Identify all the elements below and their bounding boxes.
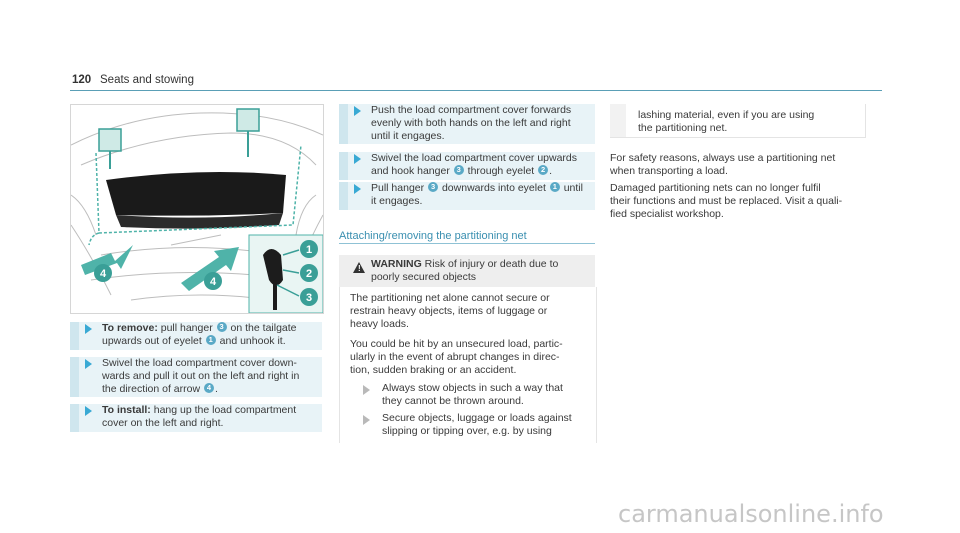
warning-label: WARNING (371, 258, 422, 270)
step-bar (70, 322, 79, 350)
text-line: For safety reasons, always use a partitioning net (610, 152, 836, 164)
step-text: the direction of arrow (102, 383, 203, 395)
step-lead: To install: (102, 404, 151, 416)
step-arrow-icon (354, 154, 361, 164)
step-bar (339, 152, 348, 180)
step-lead: To remove: (102, 322, 158, 334)
step-arrow-icon (85, 324, 92, 334)
warning-body (339, 287, 597, 443)
warning-line: Secure objects, luggage or loads against (382, 412, 572, 424)
watermark: carmanualsonline.info (618, 500, 884, 528)
callout-4-left: 4 (99, 268, 107, 280)
step-text: Swivel the load compartment cover down- (102, 357, 297, 369)
warning-continuation-bar (610, 104, 626, 137)
step-text: until (560, 182, 583, 194)
step-text: cover on the left and right. (102, 417, 224, 429)
step-text: and hook hanger (371, 165, 453, 177)
warning-line: tion, sudden braking or an accident. (350, 364, 517, 376)
trunk-drawing (71, 105, 323, 313)
badge-4: 4 (204, 383, 214, 393)
warning-icon: ! (353, 262, 365, 273)
text-line: the partitioning net. (638, 122, 728, 134)
callout-2: 2 (305, 268, 313, 280)
step-text: evenly with both hands on the left and right (371, 117, 571, 129)
warning-paragraph (350, 338, 563, 377)
step-text: and unhook it. (216, 335, 286, 347)
step-text: . (549, 165, 553, 177)
step-text: pull hanger (157, 322, 216, 334)
page-title: Seats and stowing (100, 74, 194, 86)
warning-line: The partitioning net alone cannot secure or (350, 292, 550, 304)
text-line: Damaged partitioning nets can no longer fulfil (610, 182, 821, 194)
trunk-illustration (70, 104, 324, 314)
step-pull-hanger (339, 182, 595, 210)
step-arrow-icon (85, 406, 92, 416)
badge-3: 3 (428, 182, 438, 192)
callout-1: 1 (305, 244, 313, 256)
step-text: wards and pull it out on the left and right in (102, 370, 300, 382)
callout-3: 3 (305, 292, 313, 304)
step-bar (70, 404, 79, 432)
step-text: . (214, 383, 218, 395)
warning-line: ularly in the event of abrupt changes in direc- (350, 351, 560, 363)
paragraph-safety (610, 152, 835, 178)
step-text: Swivel the load compartment cover upwards (371, 152, 578, 164)
text-line: their functions and must be replaced. Visit a quali- (610, 195, 843, 207)
step-text: it engages. (371, 195, 423, 207)
section-rule (339, 243, 595, 244)
warning-line: You could be hit by an unsecured load, partic- (350, 338, 563, 350)
text-line: fied specialist workshop. (610, 208, 724, 220)
paragraph-damaged (610, 182, 842, 221)
bullet-arrow-icon (363, 415, 370, 425)
page-number: 120 (72, 74, 92, 86)
warning-bullet (382, 412, 572, 438)
badge-1: 1 (206, 335, 216, 345)
badge-3: 3 (454, 165, 464, 175)
step-bar (70, 357, 79, 397)
step-swivel-up (339, 152, 595, 180)
warning-line: slipping or tipping over, e.g. by using (382, 425, 552, 437)
warning-line: Always stow objects in such a way that (382, 382, 563, 394)
warning-text: Risk of injury or death due to (421, 258, 559, 270)
warning-line: restrain heavy objects, items of luggage or (350, 305, 548, 317)
load-cover (106, 172, 286, 216)
step-arrow-icon (354, 184, 361, 194)
step-bar (339, 104, 348, 144)
text-line: lashing material, even if you are using (638, 109, 815, 121)
warning-header (339, 255, 595, 287)
step-to-remove (70, 322, 322, 350)
warning-continuation (638, 109, 814, 135)
bullet-arrow-icon (363, 385, 370, 395)
step-push-cover (339, 104, 595, 144)
callout-4-right: 4 (209, 276, 217, 288)
badge-2: 2 (538, 165, 548, 175)
text-line: when transporting a load. (610, 165, 728, 177)
step-text: downwards into eyelet (439, 182, 549, 194)
section-heading: Attaching/removing the partitioning net (339, 230, 527, 242)
step-text: upwards out of eyelet (102, 335, 205, 347)
step-text: Pull hanger (371, 182, 428, 194)
warning-paragraph (350, 292, 550, 331)
warning-line: heavy loads. (350, 318, 409, 330)
step-bar (339, 182, 348, 210)
step-swivel-down (70, 357, 322, 397)
step-arrow-icon (85, 359, 92, 369)
step-text: through eyelet (464, 165, 538, 177)
warning-line: they cannot be thrown around. (382, 395, 524, 407)
step-text: on the tailgate (227, 322, 297, 334)
badge-3: 3 (217, 322, 227, 332)
header-rule (70, 90, 882, 91)
step-arrow-icon (354, 106, 361, 116)
step-text: until it engages. (371, 130, 445, 142)
badge-1: 1 (550, 182, 560, 192)
warning-bullet (382, 382, 563, 408)
step-to-install (70, 404, 322, 432)
warning-text: poorly secured objects (371, 271, 477, 283)
step-text: hang up the load compartment (150, 404, 297, 416)
step-text: Push the load compartment cover forwards (371, 104, 572, 116)
